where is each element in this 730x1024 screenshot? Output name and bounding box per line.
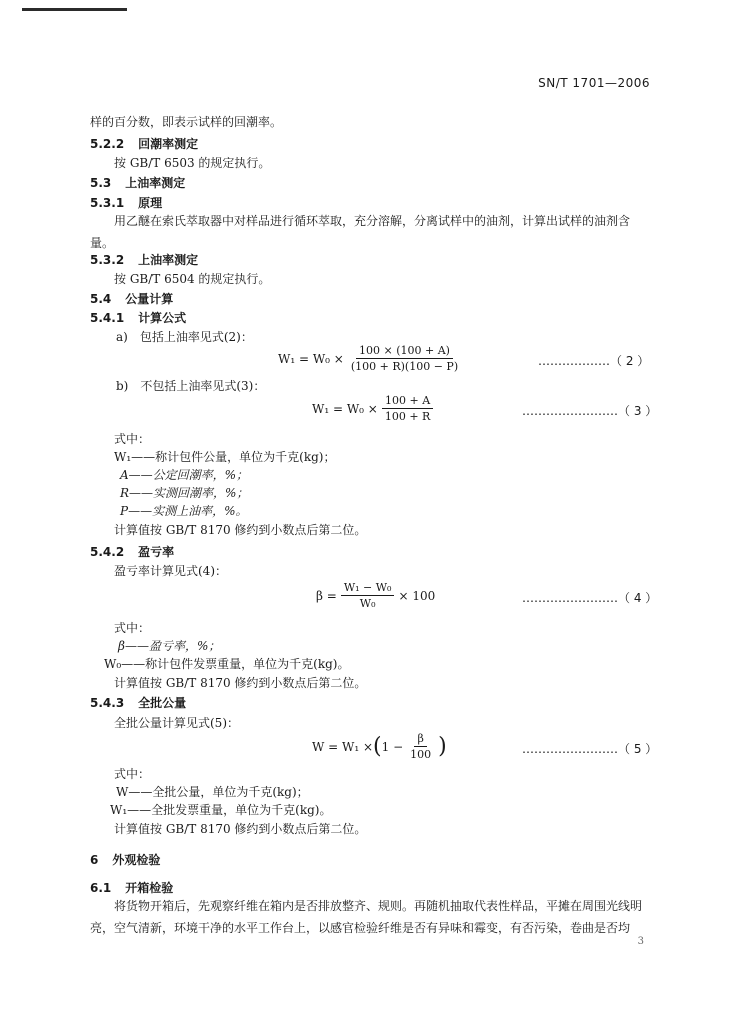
where-label: 式中： — [114, 432, 151, 446]
heading-5-3 — [90, 176, 185, 191]
heading-5-4 — [90, 292, 173, 307]
definition-w: W——全批公量，单位为千克(kg)； — [116, 785, 309, 799]
definition-a: A——公定回潮率，%； — [120, 468, 249, 482]
section-title: 盈亏率 — [138, 545, 175, 559]
denominator: W₀ — [359, 597, 376, 610]
text-line: 全批公量计算见式(5)： — [114, 716, 239, 730]
paragraph: 将货物开箱后，先观察纤维在箱内是否排放整齐、规则。再随机抽取代表性样品，平摊在周围光线明亮，空气清新，环境干净的水平工作台上，以感官检验纤维是否有异味和霉变，有否污染，卷曲是否均 — [90, 899, 643, 935]
definition-w0: W₀——称计包件发票重量，单位为千克(kg)。 — [104, 657, 350, 671]
where-label: 式中： — [114, 767, 151, 781]
section-number: 5.3.1 — [90, 196, 125, 210]
list-item-a: a) 包括上油率见式(2)： — [116, 330, 253, 344]
text-line: 计算值按 GB/T 8170 修约到小数点后第二位。 — [114, 822, 367, 836]
section-title: 公量计算 — [125, 292, 174, 306]
fraction — [407, 732, 434, 761]
formula-lhs: β = — [316, 588, 337, 603]
text-line: 计算值按 GB/T 8170 修约到小数点后第二位。 — [114, 523, 367, 537]
denominator: 100 — [410, 748, 432, 761]
numerator: 100 + A — [382, 394, 433, 409]
section-number: 5.4.1 — [90, 311, 125, 325]
equation-number: ……………………（ 3 ） — [522, 404, 658, 418]
text-line: 按 GB/T 6504 的规定执行。 — [114, 272, 271, 286]
heading-6 — [90, 853, 160, 868]
section-number: 5.3.2 — [90, 253, 125, 267]
fraction — [348, 344, 461, 373]
section-number: 5.3 — [90, 176, 112, 190]
formula-4 — [316, 581, 435, 610]
section-number: 5.2.2 — [90, 137, 125, 151]
page-number: 3 — [637, 936, 644, 947]
heading-5-3-2 — [90, 253, 198, 268]
equation-number: ………………（ 2 ） — [538, 354, 650, 368]
formula-one-minus: 1 − — [381, 739, 404, 754]
section-title: 回潮率测定 — [138, 137, 199, 151]
formula-5 — [312, 732, 447, 761]
definition-beta: β——盈亏率，%； — [118, 639, 221, 653]
heading-5-3-1 — [90, 196, 162, 211]
heading-5-4-2 — [90, 545, 174, 560]
heading-5-4-1 — [90, 311, 186, 326]
section-title: 全批公量 — [138, 696, 187, 710]
definition-p: P——实测上油率，%。 — [120, 504, 248, 518]
heading-5-4-3 — [90, 696, 186, 711]
right-paren: ) — [438, 733, 447, 759]
section-number: 5.4 — [90, 292, 112, 306]
section-number: 5.4.2 — [90, 545, 125, 559]
numerator: β — [414, 732, 426, 747]
where-label: 式中： — [114, 621, 151, 635]
denominator: (100 + R)(100 − P) — [350, 360, 459, 373]
formula-lhs: W = W₁ × — [312, 739, 374, 754]
denominator: 100 + R — [384, 410, 431, 423]
section-title: 计算公式 — [138, 311, 187, 325]
section-title: 外观检验 — [112, 853, 161, 867]
fraction — [382, 394, 434, 423]
section-number: 6 — [90, 853, 99, 867]
numerator: 100 × (100 + A) — [356, 344, 453, 359]
standard-code: SN/T 1701—2006 — [538, 76, 650, 90]
section-number: 6.1 — [90, 881, 112, 895]
section-title: 上油率测定 — [125, 176, 186, 190]
section-title: 上油率测定 — [138, 253, 199, 267]
numerator: W₁ − W₀ — [341, 581, 395, 596]
definition-r: R——实测回潮率，%； — [120, 486, 249, 500]
top-rule — [22, 8, 127, 11]
formula-3 — [312, 394, 437, 423]
formula-rhs: × 100 — [398, 588, 436, 603]
fraction — [341, 581, 395, 610]
equation-number: ……………………（ 4 ） — [522, 591, 658, 605]
formula-lhs: W₁ = W₀ × — [278, 351, 344, 366]
text-line: 盈亏率计算见式(4)： — [114, 564, 227, 578]
definition-w1: W₁——称计包件公量，单位为千克(kg)； — [114, 450, 336, 464]
paragraph: 用乙醚在索氏萃取器中对样品进行循环萃取，充分溶解，分离试样中的油剂，计算出试样的油剂含量。 — [90, 214, 631, 250]
section-title: 原理 — [138, 196, 163, 210]
formula-2 — [278, 344, 465, 373]
text-line: 样的百分数，即表示试样的回潮率。 — [90, 115, 283, 129]
text-line: 计算值按 GB/T 8170 修约到小数点后第二位。 — [114, 676, 367, 690]
formula-lhs: W₁ = W₀ × — [312, 401, 378, 416]
left-paren: ( — [373, 733, 382, 759]
section-title: 开箱检验 — [125, 881, 174, 895]
list-item-b: b) 不包括上油率见式(3)： — [116, 379, 266, 393]
section-number: 5.4.3 — [90, 696, 125, 710]
text-line: 按 GB/T 6503 的规定执行。 — [114, 156, 271, 170]
definition-wf: W₁——全批发票重量，单位为千克(kg)。 — [110, 803, 332, 817]
heading-6-1 — [90, 881, 173, 896]
heading-5-2-2 — [90, 137, 198, 152]
equation-number: ……………………（ 5 ） — [522, 742, 658, 756]
